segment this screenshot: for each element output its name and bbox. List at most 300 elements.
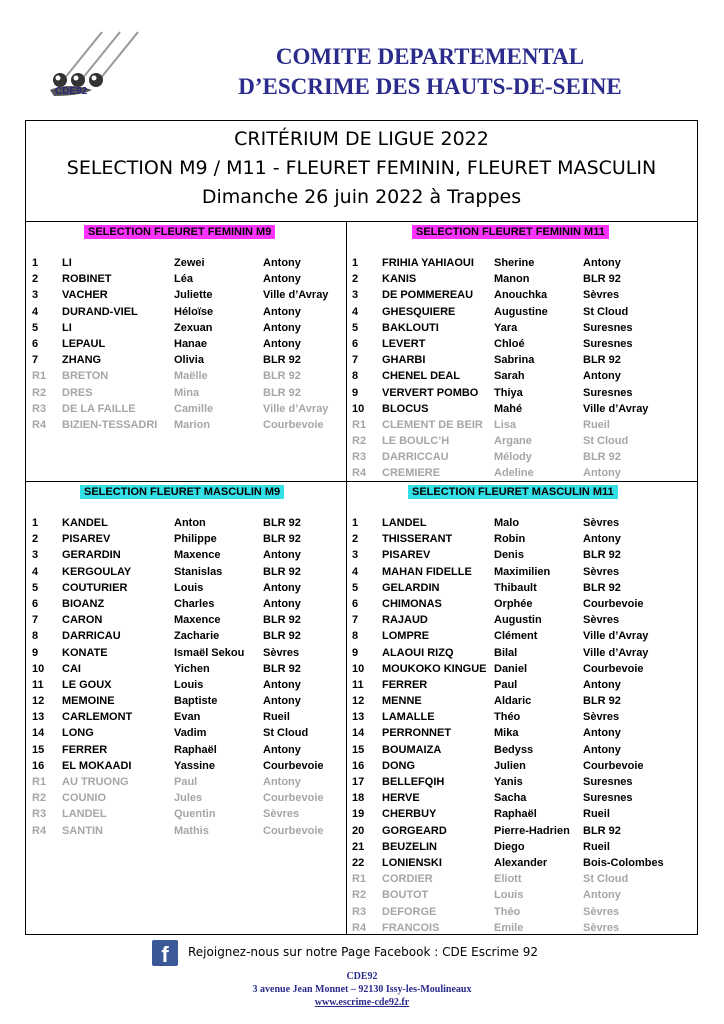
website-link[interactable]: www.escrime-cde92.fr xyxy=(314,997,410,1008)
ranking-row xyxy=(352,401,692,417)
first-name-cell: Juliette xyxy=(174,289,213,302)
last-name-cell: FERRER xyxy=(382,678,428,691)
first-name-cell: Anouchka xyxy=(494,289,548,302)
club-cell: Antony xyxy=(263,337,301,350)
first-name-cell: Raphaël xyxy=(174,743,217,756)
first-name-cell: Diego xyxy=(494,840,525,853)
last-name-cell: BOUTOT xyxy=(382,889,429,902)
club-cell: Sèvres xyxy=(583,289,620,302)
last-name-cell: FRANCOIS xyxy=(382,921,440,934)
club-cell: Antony xyxy=(583,678,621,691)
last-name-cell: ALAOUI RIZQ xyxy=(382,646,454,659)
club-cell: BLR 92 xyxy=(583,581,621,594)
ranking-row xyxy=(352,790,692,806)
rank-cell: R3 xyxy=(352,905,367,918)
rank-cell: 18 xyxy=(352,792,365,805)
ranking-row xyxy=(352,531,692,547)
section-title: SELECTION FLEURET FEMININ M9 xyxy=(84,225,275,239)
last-name-cell: MENNE xyxy=(382,695,422,708)
ranking-row xyxy=(32,304,344,320)
ranking-row xyxy=(32,758,344,774)
rank-cell: 12 xyxy=(32,695,45,708)
first-name-cell: Yichen xyxy=(174,662,210,675)
last-name-cell: LANDEL xyxy=(62,808,107,821)
first-name-cell: Adeline xyxy=(494,467,534,480)
club-cell: BLR 92 xyxy=(263,533,301,546)
rank-cell: 4 xyxy=(32,305,39,318)
first-name-cell: Thiya xyxy=(494,386,523,399)
rank-cell: 10 xyxy=(352,402,365,415)
club-cell: Antony xyxy=(263,597,301,610)
first-name-cell: Baptiste xyxy=(174,695,218,708)
first-name-cell: Zexuan xyxy=(174,321,213,334)
last-name-cell: GELARDIN xyxy=(382,581,440,594)
rank-cell: 1 xyxy=(352,517,359,529)
first-name-cell: Jules xyxy=(174,792,203,805)
section-fleuret-masculin-m11 xyxy=(352,485,692,934)
reserve-row xyxy=(352,871,692,887)
last-name-cell: BOUMAIZA xyxy=(382,743,442,756)
ranking-row xyxy=(352,661,692,677)
first-name-cell: Hanae xyxy=(174,337,208,350)
rank-cell: 4 xyxy=(352,565,359,578)
club-cell: Suresnes xyxy=(583,321,633,334)
rank-cell: 8 xyxy=(352,630,359,643)
rank-cell: 2 xyxy=(32,273,39,286)
last-name-cell: DARRICAU xyxy=(62,630,121,643)
last-name-cell: LI xyxy=(62,321,72,334)
rank-cell: R3 xyxy=(352,451,367,464)
last-name-cell: KANIS xyxy=(382,273,417,286)
ranking-row xyxy=(32,742,344,758)
rank-cell: 10 xyxy=(352,662,365,675)
club-cell: Courbevoie xyxy=(263,418,324,431)
club-cell: Antony xyxy=(263,273,301,286)
club-cell: Antony xyxy=(583,370,621,383)
club-cell: Ville d’Avray xyxy=(583,630,649,643)
last-name-cell: MEMOINE xyxy=(62,695,115,708)
ranking-row xyxy=(32,693,344,709)
ranking-row xyxy=(32,661,344,677)
club-cell: BLR 92 xyxy=(263,370,301,383)
rank-cell: 2 xyxy=(352,533,359,546)
first-name-cell: Maxence xyxy=(174,549,221,562)
club-cell: Sèvres xyxy=(583,905,620,918)
first-name-cell: Sherine xyxy=(494,257,535,269)
last-name-cell: LE BOULC’H xyxy=(382,435,450,448)
last-name-cell: LOMPRE xyxy=(382,630,430,643)
club-cell: Antony xyxy=(263,678,301,691)
club-cell: BLR 92 xyxy=(583,451,621,464)
first-name-cell: Stanislas xyxy=(174,565,223,578)
page-header xyxy=(0,0,724,118)
first-name-cell: Charles xyxy=(174,597,215,610)
footer-street-address: 3 avenue Jean Monnet – 92130 Issy-les-Moulineaux xyxy=(252,984,472,995)
last-name-cell: PISAREV xyxy=(62,533,111,546)
club-cell: Antony xyxy=(583,889,621,902)
first-name-cell: Mathis xyxy=(174,824,209,837)
ranking-row xyxy=(352,255,692,271)
first-name-cell: Mélody xyxy=(494,451,532,464)
first-name-cell: Julien xyxy=(494,759,526,772)
last-name-cell: KANDEL xyxy=(62,517,108,529)
rank-cell: 4 xyxy=(32,565,39,578)
first-name-cell: Thibault xyxy=(494,581,537,594)
rank-cell: 7 xyxy=(32,614,39,627)
rank-cell: 9 xyxy=(352,386,359,399)
ranking-row xyxy=(352,580,692,596)
club-cell: BLR 92 xyxy=(263,517,301,529)
section-fleuret-feminin-m9 xyxy=(32,225,344,480)
facebook-banner[interactable] xyxy=(152,940,572,968)
rank-cell: 3 xyxy=(352,549,359,562)
rank-cell: 19 xyxy=(352,808,365,821)
rank-cell: 21 xyxy=(352,840,365,853)
club-cell: Courbevoie xyxy=(263,792,324,805)
first-name-cell: Argane xyxy=(494,435,532,448)
club-cell: Suresnes xyxy=(583,776,633,788)
date-location: Dimanche 26 juin 2022 à Trappes xyxy=(201,186,522,208)
rank-cell: R1 xyxy=(352,418,367,431)
club-cell: BLR 92 xyxy=(583,549,621,562)
club-cell: Antony xyxy=(583,727,621,740)
reserve-row xyxy=(32,806,344,822)
first-name-cell: Augustin xyxy=(494,614,542,627)
first-name-cell: Bedyss xyxy=(494,743,534,756)
reserve-row xyxy=(352,433,692,449)
last-name-cell: BIOANZ xyxy=(62,597,105,610)
rank-cell: 1 xyxy=(32,517,39,529)
rank-cell: 5 xyxy=(32,581,39,594)
last-name-cell: CHENEL DEAL xyxy=(382,370,461,383)
rank-cell: 13 xyxy=(352,711,365,724)
ranking-row xyxy=(352,271,692,287)
ranking-row xyxy=(32,709,344,725)
rank-cell: 5 xyxy=(352,321,359,334)
first-name-cell: Léa xyxy=(174,273,193,286)
ranking-row xyxy=(32,612,344,628)
last-name-cell: LONG xyxy=(62,727,94,740)
rank-cell: 20 xyxy=(352,824,365,837)
last-name-cell: BLOCUS xyxy=(382,402,429,415)
rank-cell: 7 xyxy=(352,614,359,627)
rank-cell: 11 xyxy=(352,678,364,691)
club-cell: Rueil xyxy=(583,840,610,853)
first-name-cell: Théo xyxy=(494,905,521,918)
first-name-cell: Sarah xyxy=(494,370,525,383)
ranking-row xyxy=(352,628,692,644)
first-name-cell: Olivia xyxy=(174,354,204,367)
rank-cell: 16 xyxy=(32,759,45,772)
last-name-cell: VERVERT POMBO xyxy=(382,386,479,399)
ranking-row xyxy=(352,839,692,855)
last-name-cell: ZHANG xyxy=(62,354,102,367)
rank-cell: R4 xyxy=(352,467,367,480)
ranking-row xyxy=(352,564,692,580)
club-cell: St Cloud xyxy=(263,727,309,740)
rank-cell: 8 xyxy=(352,370,359,383)
last-name-cell: BRETON xyxy=(62,370,109,383)
rank-cell: 6 xyxy=(352,337,359,350)
reserve-row xyxy=(352,465,692,481)
ranking-row xyxy=(352,855,692,871)
reserve-row xyxy=(352,887,692,903)
club-cell: Antony xyxy=(263,257,301,269)
ranking-row xyxy=(352,368,692,384)
ranking-row xyxy=(352,515,692,531)
last-name-cell: DE LA FAILLE xyxy=(62,402,136,415)
first-name-cell: Robin xyxy=(494,533,526,546)
rank-cell: R2 xyxy=(32,386,47,399)
club-cell: Antony xyxy=(263,581,301,594)
reserve-row xyxy=(32,401,344,417)
rank-cell: 2 xyxy=(352,273,359,286)
ranking-list xyxy=(32,515,344,839)
last-name-cell: CLEMENT DE BEIR xyxy=(382,418,483,431)
ranking-row xyxy=(352,742,692,758)
club-cell: Courbevoie xyxy=(583,597,644,610)
club-cell: Sèvres xyxy=(263,808,300,821)
rank-cell: 7 xyxy=(32,354,39,367)
ranking-row xyxy=(352,645,692,661)
footer-address xyxy=(0,970,724,1009)
reserve-row xyxy=(32,368,344,384)
rank-cell: 6 xyxy=(32,337,39,350)
club-cell: Sèvres xyxy=(583,614,620,627)
last-name-cell: BIZIEN-TESSADRI xyxy=(62,418,158,431)
selection-title: SELECTION M9 / M11 - FLEURET FEMININ, FLEURET MASCULIN xyxy=(66,157,657,179)
rank-cell: R3 xyxy=(32,808,47,821)
club-cell: BLR 92 xyxy=(583,273,621,286)
club-cell: St Cloud xyxy=(583,873,629,886)
club-cell: Suresnes xyxy=(583,792,633,805)
reserve-row xyxy=(352,417,692,433)
last-name-cell: BAKLOUTI xyxy=(382,321,439,334)
first-name-cell: Zewei xyxy=(174,257,205,269)
last-name-cell: CREMIERE xyxy=(382,467,441,480)
first-name-cell: Philippe xyxy=(174,533,217,546)
last-name-cell: BELLEFQIH xyxy=(382,776,445,788)
last-name-cell: DARRICCAU xyxy=(382,451,449,464)
ranking-row xyxy=(352,677,692,693)
rank-cell: 3 xyxy=(32,289,39,302)
rank-cell: 15 xyxy=(32,743,45,756)
club-cell: Antony xyxy=(263,695,301,708)
first-name-cell: Théo xyxy=(494,711,521,724)
selection-box xyxy=(25,120,698,935)
ranking-row xyxy=(32,255,344,271)
first-name-cell: Louis xyxy=(174,581,204,594)
ranking-row xyxy=(32,645,344,661)
last-name-cell: DURAND-VIEL xyxy=(62,305,138,318)
club-cell: BLR 92 xyxy=(263,354,301,367)
rank-cell: 14 xyxy=(352,727,365,740)
ranking-row xyxy=(352,304,692,320)
first-name-cell: Pierre-Hadrien xyxy=(494,824,570,837)
rank-cell: 8 xyxy=(32,630,39,643)
last-name-cell: GORGEARD xyxy=(382,824,447,837)
first-name-cell: Yassine xyxy=(174,759,215,772)
ranking-row xyxy=(352,758,692,774)
last-name-cell: SANTIN xyxy=(62,824,103,837)
section-title: SELECTION FLEURET MASCULIN M11 xyxy=(408,485,618,499)
club-cell: Suresnes xyxy=(583,337,633,350)
club-cell: Sèvres xyxy=(583,565,620,578)
facebook-text: Rejoignez-nous sur notre Page Facebook : CDE Escrime 92 xyxy=(188,945,538,959)
last-name-cell: FERRER xyxy=(62,743,108,756)
rank-cell: 3 xyxy=(32,549,39,562)
rank-cell: R1 xyxy=(352,873,367,886)
first-name-cell: Maëlle xyxy=(174,370,208,383)
club-cell: Sèvres xyxy=(583,921,620,934)
rank-cell: 10 xyxy=(32,662,45,675)
ranking-list xyxy=(352,515,692,936)
rank-cell: 13 xyxy=(32,711,45,724)
rank-cell: R2 xyxy=(352,435,367,448)
last-name-cell: AU TRUONG xyxy=(62,776,129,788)
first-name-cell: Paul xyxy=(174,776,198,788)
first-name-cell: Eliott xyxy=(494,873,522,886)
last-name-cell: FRIHIA YAHIAOUI xyxy=(382,257,474,269)
last-name-cell: RAJAUD xyxy=(382,614,428,627)
club-cell: Antony xyxy=(263,549,301,562)
last-name-cell: LEVERT xyxy=(382,337,426,350)
ranking-row xyxy=(32,628,344,644)
club-cell: Antony xyxy=(263,776,301,788)
rank-cell: 7 xyxy=(352,354,359,367)
ranking-row xyxy=(352,336,692,352)
first-name-cell: Yanis xyxy=(494,776,523,788)
last-name-cell: THISSERANT xyxy=(382,533,453,546)
ranking-list xyxy=(32,255,344,433)
section-fleuret-masculin-m9 xyxy=(32,485,344,930)
rank-cell: 5 xyxy=(32,321,39,334)
last-name-cell: VACHER xyxy=(62,289,108,302)
club-cell: St Cloud xyxy=(583,435,629,448)
last-name-cell: DONG xyxy=(382,759,415,772)
ranking-row xyxy=(352,725,692,741)
org-title-line2: D’ESCRIME DES HAUTS-DE-SEINE xyxy=(238,74,622,99)
first-name-cell: Alexander xyxy=(494,856,548,869)
club-cell: St Cloud xyxy=(583,305,629,318)
last-name-cell: DEFORGE xyxy=(382,905,437,918)
section-fleuret-feminin-m11 xyxy=(352,225,692,480)
rank-cell: 17 xyxy=(352,776,365,788)
last-name-cell: CORDIER xyxy=(382,873,433,886)
first-name-cell: Emile xyxy=(494,921,524,934)
club-cell: Rueil xyxy=(583,418,610,431)
rank-cell: R2 xyxy=(32,792,47,805)
ranking-row xyxy=(352,287,692,303)
logo-text: CDE92 xyxy=(55,86,88,97)
last-name-cell: LE GOUX xyxy=(62,678,112,691)
club-cell: BLR 92 xyxy=(583,695,621,708)
first-name-cell: Vadim xyxy=(174,727,207,740)
ranking-row xyxy=(32,677,344,693)
last-name-cell: LEPAUL xyxy=(62,337,106,350)
last-name-cell: CARON xyxy=(62,614,103,627)
rank-cell: 9 xyxy=(32,646,39,659)
club-cell: Rueil xyxy=(263,711,290,724)
rank-cell: 3 xyxy=(352,289,359,302)
facebook-icon[interactable]: f xyxy=(152,940,178,966)
rank-cell: 15 xyxy=(352,743,365,756)
ranking-row xyxy=(352,774,692,790)
ranking-row xyxy=(32,547,344,563)
last-name-cell: ROBINET xyxy=(62,273,112,286)
last-name-cell: BEUZELIN xyxy=(382,840,437,853)
club-cell: BLR 92 xyxy=(583,354,621,367)
org-title-line1: COMITE DEPARTEMENTAL xyxy=(275,44,585,69)
club-cell: Bois-Colombes xyxy=(583,856,664,869)
first-name-cell: Yara xyxy=(494,321,518,334)
first-name-cell: Anton xyxy=(174,517,206,529)
first-name-cell: Héloïse xyxy=(174,305,214,318)
first-name-cell: Paul xyxy=(494,678,518,691)
first-name-cell: Louis xyxy=(174,678,204,691)
rank-cell: R4 xyxy=(352,921,367,934)
document-titles xyxy=(26,125,697,212)
reserve-row xyxy=(32,417,344,433)
club-cell: Courbevoie xyxy=(583,759,644,772)
ranking-row xyxy=(32,725,344,741)
club-cell: Suresnes xyxy=(583,386,633,399)
last-name-cell: GHARBI xyxy=(382,354,426,367)
first-name-cell: Louis xyxy=(494,889,524,902)
first-name-cell: Sacha xyxy=(494,792,527,805)
club-cell: BLR 92 xyxy=(263,565,301,578)
competition-title: CRITÉRIUM DE LIGUE 2022 xyxy=(234,128,489,150)
last-name-cell: COUNIO xyxy=(62,792,106,805)
footer-org: CDE92 xyxy=(346,971,378,982)
organization-title xyxy=(150,42,710,102)
ranking-row xyxy=(352,596,692,612)
club-cell: Courbevoie xyxy=(263,824,324,837)
first-name-cell: Zacharie xyxy=(174,630,220,643)
rank-cell: 16 xyxy=(352,759,365,772)
first-name-cell: Mina xyxy=(174,386,200,399)
ranking-row xyxy=(352,385,692,401)
last-name-cell: MAHAN FIDELLE xyxy=(382,565,472,578)
ranking-row xyxy=(352,352,692,368)
reserve-row xyxy=(352,449,692,465)
reserve-row xyxy=(32,790,344,806)
first-name-cell: Bilal xyxy=(494,646,518,659)
ranking-row xyxy=(32,515,344,531)
club-cell: Antony xyxy=(583,743,621,756)
first-name-cell: Aldaric xyxy=(494,695,532,708)
last-name-cell: CHERBUY xyxy=(382,808,437,821)
first-name-cell: Raphaël xyxy=(494,808,537,821)
ranking-list xyxy=(352,255,692,482)
rank-cell: 12 xyxy=(352,695,365,708)
last-name-cell: PERRONNET xyxy=(382,727,452,740)
ranking-row xyxy=(32,596,344,612)
rank-cell: R3 xyxy=(32,402,47,415)
first-name-cell: Lisa xyxy=(494,418,517,431)
reserve-row xyxy=(352,920,692,936)
ranking-row xyxy=(32,336,344,352)
rank-cell: 6 xyxy=(352,597,359,610)
club-cell: BLR 92 xyxy=(263,630,301,643)
last-name-cell: KERGOULAY xyxy=(62,565,132,578)
first-name-cell: Malo xyxy=(494,517,520,529)
rank-cell: 22 xyxy=(352,856,365,869)
first-name-cell: Mahé xyxy=(494,402,523,415)
last-name-cell: GERARDIN xyxy=(62,549,121,562)
club-cell: Ville d’Avray xyxy=(263,402,329,415)
ranking-row xyxy=(32,531,344,547)
